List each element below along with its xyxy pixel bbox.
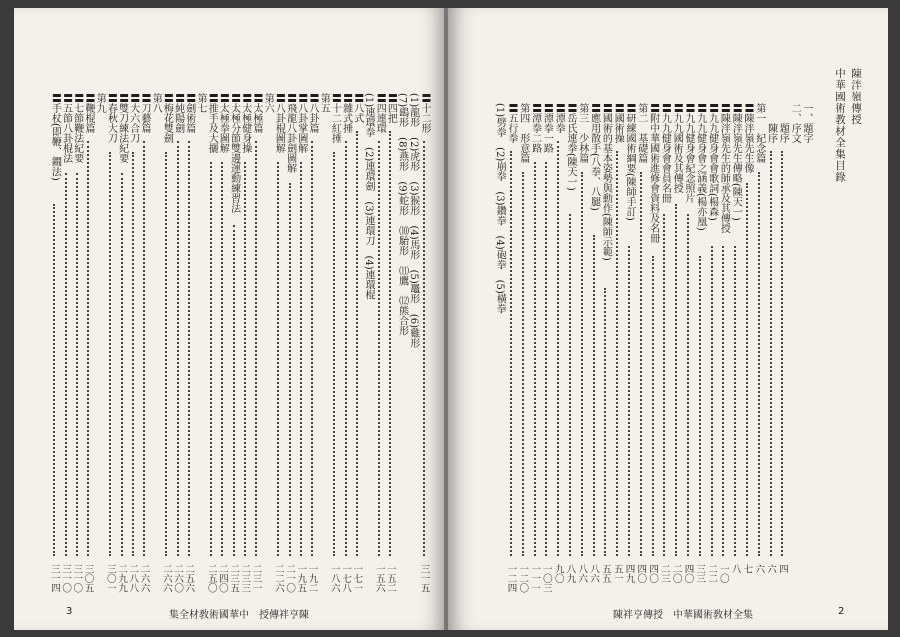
toc-page-number: 二三三: [239, 564, 251, 593]
toc-entry-title: 〓雜式捶: [340, 93, 352, 133]
toc-leader-dots: [143, 141, 145, 556]
toc-leader-dots: [569, 214, 571, 556]
toc-entry-title: 一、題字: [801, 103, 812, 143]
toc-entry-title: 〓潭拳二路: [529, 103, 541, 153]
toc-entry-title: 第九: [94, 93, 106, 113]
toc-page-number: 二四〇: [216, 564, 228, 593]
toc-entry-title: 〓九九健身會會員名冊: [659, 103, 671, 203]
left-page-number: 3: [66, 606, 73, 617]
toc-entry-title: 〓八式: [351, 93, 363, 123]
toc-page-number: 二一〇: [284, 564, 296, 593]
toc-leader-dots: [781, 151, 783, 556]
toc-entry-title: 〓國術的基本姿勢與動作(陳師示範): [600, 103, 612, 261]
toc-leader-dots: [109, 152, 111, 557]
toc-leader-dots: [545, 162, 547, 557]
toc-leader-dots: [522, 172, 524, 556]
toc-leader-dots: [300, 162, 302, 556]
toc-entry-title: 〓岳氏連拳(陳天一): [565, 103, 576, 191]
toc-entry-title: 題序: [777, 103, 789, 143]
left-footer: 集全材敎術國華中 授傳袢亨陳: [169, 610, 309, 621]
toc-entry-title: 第三 少林篇: [576, 103, 588, 163]
toc-leader-dots: [722, 246, 724, 557]
toc-entry-title: 〓國術操: [612, 103, 624, 143]
toc-leader-dots: [165, 152, 167, 557]
toc-leader-dots: [699, 256, 701, 556]
toc-page-number: 三〇一: [104, 564, 116, 593]
toc-leader-dots: [758, 172, 760, 556]
toc-page-number: 九〇: [552, 564, 564, 583]
toc-page-number: 四〇: [635, 564, 647, 583]
toc-leader-dots: [255, 141, 257, 556]
toc-leader-dots: [557, 141, 559, 557]
right-page-number: 2: [838, 606, 845, 617]
toc-leader-dots: [277, 162, 279, 556]
toc-page-number: 一九二: [306, 564, 318, 593]
toc-leader-dots: [132, 152, 134, 557]
toc-leader-dots: [65, 173, 67, 557]
toc-page-number: 一七八: [340, 564, 352, 593]
toc-leader-dots: [746, 183, 748, 557]
toc-page-number: 七: [741, 564, 753, 574]
toc-leader-dots: [177, 141, 179, 556]
toc-page-number: 一二四: [505, 564, 517, 593]
toc-leader-dots: [53, 204, 55, 556]
toc-leader-dots: [233, 225, 235, 556]
right-page: [448, 8, 888, 630]
toc-leader-dots: [604, 288, 606, 557]
toc-entry-title: 〓陳泮嶺先生傳略(陳天一): [730, 103, 742, 221]
toc-entry-title: 〓劍術篇: [183, 93, 195, 133]
toc-entry-title: 〓太極分節雙邊運動練習法: [228, 93, 240, 213]
toc-page-number: 三三: [694, 564, 706, 583]
toc-entry-title: 〓手杖(即鞭、鐗法): [49, 93, 61, 181]
toc-leader-dots: [510, 151, 512, 556]
toc-page-number: 三一五: [418, 564, 430, 593]
toc-entry-title: 〓刀藝篇: [139, 93, 150, 133]
toc-page-number: 二六六: [160, 564, 172, 593]
toc-page-number: 二三一: [250, 564, 262, 593]
toc-page-number: 三〇五: [82, 564, 94, 593]
toc-entry-title: 陳序: [765, 103, 777, 143]
toc-page-number: 四九: [623, 564, 635, 583]
toc-page-number: 一〇: [717, 564, 729, 583]
toc-page-number: 四〇: [647, 564, 659, 583]
toc-page-number: 一八六: [328, 564, 340, 593]
toc-page-number: 二〇: [670, 564, 682, 583]
toc-leader-dots: [423, 141, 425, 556]
toc-entry-title: 〓七節鞭法紀要: [71, 93, 83, 163]
toc-entry-title: 〓大六合刀: [127, 93, 139, 143]
toc-entry-title: 〓潭拳: [553, 103, 565, 133]
toc-entry-title: 〓陳泮嶺先生像: [742, 103, 753, 173]
toc-leader-dots: [210, 162, 212, 556]
toc-entry-title: 〓潭拳一路: [541, 103, 553, 153]
toc-entry-title: 〓八卦掌圖解: [295, 93, 307, 153]
toc-page-number: 二九九: [116, 564, 128, 593]
toc-page-number: 二三五: [228, 564, 240, 593]
toc-leader-dots: [593, 235, 595, 556]
toc-entry-title: 〓春秋大刀: [105, 93, 117, 143]
right-footer: 陳袢亨傳授 中華國術敎材全集: [613, 610, 753, 621]
toc-page-number: 二三: [658, 564, 670, 583]
toc-page-number: 五五: [599, 564, 611, 583]
toc-page-number: 一七一: [351, 564, 363, 593]
toc-entry-title: 〓八卦篇: [307, 93, 318, 133]
toc-page-number: 二二: [706, 564, 718, 583]
toc-leader-dots: [675, 204, 677, 557]
toc-entry-title: 第七: [195, 93, 206, 113]
toc-leader-dots: [534, 162, 536, 557]
toc-page-number: 四: [776, 564, 788, 574]
toc-entry-title: (1)劈拳 (2)崩拳 (3)鑽拳 (4)砲拳 (5)橫拳: [494, 103, 506, 314]
toc-page-number: 八九: [564, 564, 576, 583]
toc-page-number: 八: [729, 564, 741, 574]
toc-leader-dots: [640, 172, 642, 556]
toc-page-number: 二八八: [127, 564, 139, 593]
toc-entry-title: 〓應用散手(八拳、八腿): [588, 103, 600, 211]
toc-entry-title: 〓九九國術及其傳授: [671, 103, 683, 193]
toc-page-number: 二五六: [183, 564, 195, 593]
toc-leader-dots: [770, 151, 772, 556]
book-author-header: 陳泮嶺傳授: [850, 68, 862, 126]
toc-entry-title: 〓鞭棍篇: [83, 93, 94, 133]
toc-leader-dots: [356, 131, 358, 557]
toc-leader-dots: [652, 256, 654, 556]
toc-leader-dots: [389, 131, 391, 557]
toc-leader-dots: [378, 141, 380, 556]
toc-entry-title: 第一 紀念篇: [753, 103, 765, 163]
toc-entry-title: (7)鷂形 (8)燕形 (9)蛇形 ⑽駘形 ⑾鷹 ⑿熊合形: [396, 93, 408, 336]
toc-entry-title: 〓陳泮嶺先生的師承及其傳授: [718, 103, 730, 233]
toc-entry-title: 〓十二紅捶: [329, 93, 341, 143]
toc-leader-dots: [76, 173, 78, 557]
toc-leader-dots: [188, 141, 190, 556]
toc-entry-title: 〓四把: [385, 93, 397, 123]
toc-entry-title: 〓五行拳: [506, 103, 517, 143]
toc-entry-title: 〓十二形: [419, 93, 430, 133]
toc-page-number: 三一四: [48, 564, 60, 593]
toc-page-number: 一〇三: [540, 564, 552, 593]
toc-leader-dots: [687, 214, 689, 556]
toc-entry-title: 〓研練國術綱要(陳師手訂): [624, 103, 635, 221]
toc-entry-title: 第八: [150, 93, 162, 113]
toc-leader-dots: [311, 141, 313, 556]
toc-leader-dots: [333, 152, 335, 557]
toc-entry-title: 〓附中華國術進修會資料及名冊: [647, 103, 659, 243]
toc-page-number: 六: [753, 564, 765, 574]
toc-leader-dots: [616, 151, 618, 556]
toc-entry-title: 〓太極健身操: [239, 93, 251, 153]
toc-leader-dots: [581, 172, 583, 556]
toc-leader-dots: [121, 173, 123, 557]
toc-entry-title: 第五: [318, 93, 330, 113]
toc-page-number: 三一〇: [71, 564, 83, 593]
toc-leader-dots: [711, 246, 713, 557]
toc-page-number: 一一一: [529, 564, 541, 593]
toc-page-number: 二六六: [138, 564, 150, 593]
toc-entry-title: 第六: [262, 93, 274, 113]
toc-entry-title: 第二 基礎篇: [635, 103, 647, 163]
toc-page-number: 一五六: [373, 564, 385, 593]
toc-entry-title: 〓太極拳圖解: [217, 93, 229, 153]
toc-page-number: 五一: [611, 564, 623, 583]
toc-page-number: 一二〇: [517, 564, 529, 593]
toc-leader-dots: [345, 141, 347, 556]
toc-entry-title: 〓九九健身會會歌詞(楊森): [706, 103, 718, 221]
toc-leader-dots: [221, 162, 223, 556]
toc-entry-title: 第四 形意篇: [517, 103, 529, 163]
toc-leader-dots: [289, 183, 291, 556]
toc-entry-title: 〓飛龍八卦劍圖解: [284, 93, 296, 173]
book-title-header: 中華國術教材全集目錄: [834, 68, 846, 183]
toc-page-number: 八六: [588, 564, 600, 583]
toc-leader-dots: [87, 141, 89, 556]
toc-page-number: 四〇: [682, 564, 694, 583]
toc-leader-dots: [663, 214, 665, 556]
toc-entry-title: 〓純陽劍: [172, 93, 184, 133]
toc-entry-title: (1)連環拳 (2)連環劍 (3)連環刀 (4)連環棍: [363, 93, 374, 300]
toc-entry-title: 〓八卦棍圖解: [273, 93, 285, 153]
toc-entry-title: 〓雙刀練法紀要: [116, 93, 128, 163]
toc-page-number: 一五二: [384, 564, 396, 593]
toc-page-number: 三一〇: [60, 564, 72, 593]
toc-entry-title: 〓四連環: [374, 93, 386, 133]
toc-page-number: 六: [765, 564, 777, 574]
toc-page-number: 二五〇: [205, 564, 217, 593]
toc-page-number: 一九五: [295, 564, 307, 593]
toc-entry-title: 〓太極篇: [251, 93, 262, 133]
toc-entry-title: 二、序文: [789, 103, 801, 143]
toc-entry-title: 〓九九健身會紀念照片: [683, 103, 694, 203]
toc-entry-title: 〓推手及大攦: [206, 93, 218, 153]
toc-entry-title: 〓五節八卦棍法: [60, 93, 72, 163]
left-page: [14, 8, 446, 630]
toc-leader-dots: [628, 246, 630, 557]
toc-entry-title: 〓梅花雙劍: [161, 93, 173, 143]
toc-page-number: 二六〇: [172, 564, 184, 593]
toc-leader-dots: [244, 162, 246, 556]
toc-page-number: 二二六: [272, 564, 284, 593]
toc-leader-dots: [734, 246, 736, 557]
toc-entry-title: (1)龍形 (2)虎形 (3)猴形 (4)馬形 (5)鼉形 (6)雞形: [407, 93, 419, 348]
toc-entry-title: 〓九九健身會之涵義(楊亦凰): [694, 103, 706, 231]
toc-page-number: 八六: [576, 564, 588, 583]
